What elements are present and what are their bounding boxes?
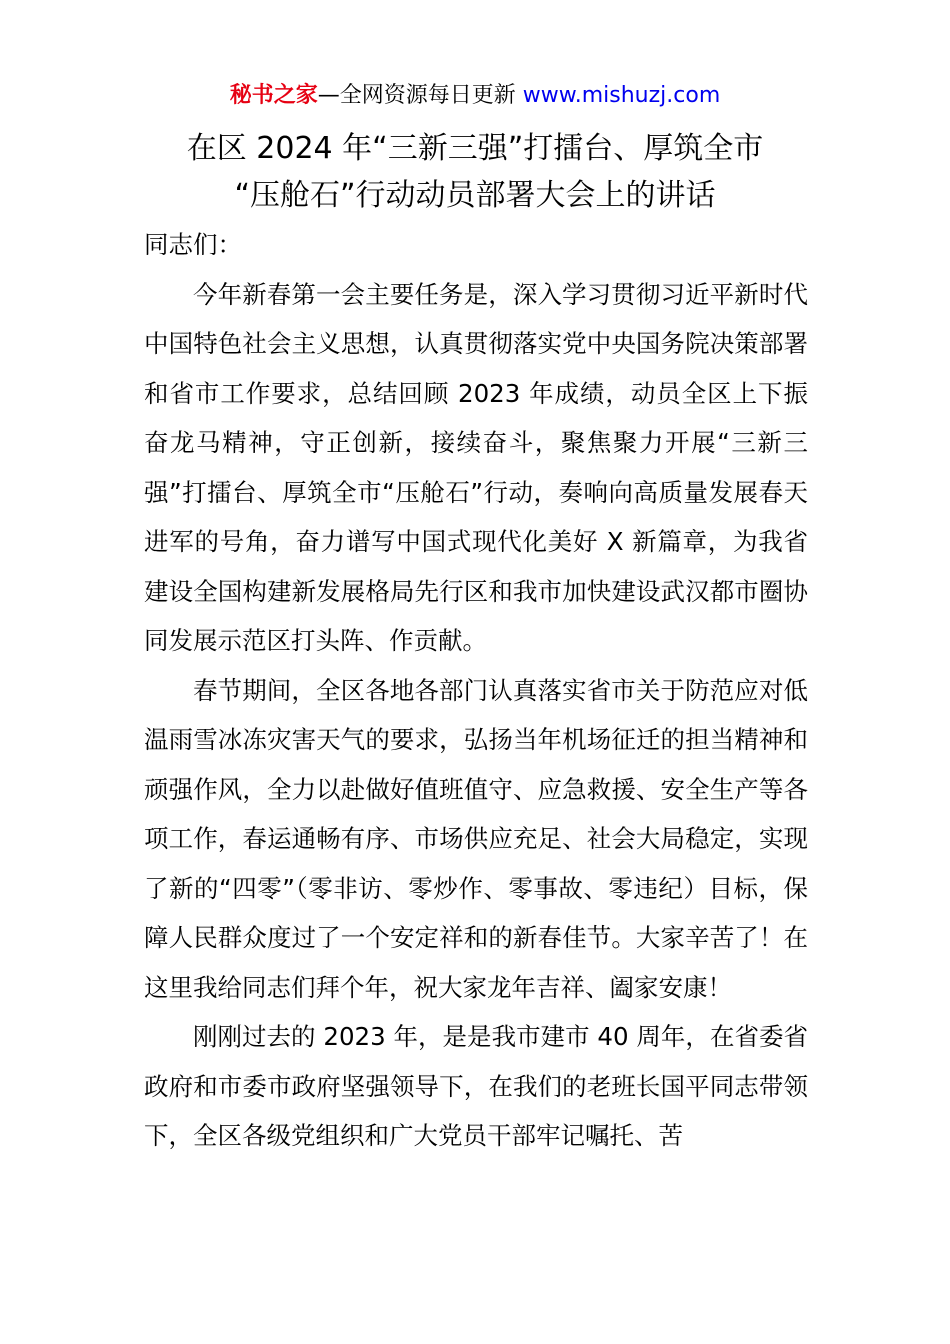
paragraph: 今年新春第一会主要任务是，深入学习贯彻习近平新时代中国特色社会主义思想，认真贯彻落实党中央国务院决策部署和省市工作要求，总结回顾 2023 年成绩，动员全区上下振奋龙马精神，守正创新，接续奋斗，聚焦聚力开展“三新三强”打擂台、厚筑全市“压舱石”行动，奏响向高质量发展春天进军的号角，奋力谱写中国式现代化美好 X 新篇章，为我省建设全国构建新发展格局先行区和我市加快建设武汉都市圈协同发展示范区打头阵、作贡献。 [144, 279, 808, 655]
salutation: 同志们： [144, 230, 242, 259]
brand-name: 秘书之家 [229, 83, 318, 108]
paragraph: 刚刚过去的 2023 年，是是我市建市 40 周年，在省委省政府和市委市政府坚强领导下，在我们的老班长国平同志带领下，全区各级党组织和广大党员干部牢记嘱托、苦 [144, 1022, 808, 1150]
website-link[interactable]: www.mishuzj.com [522, 83, 721, 108]
header-tagline: —全网资源每日更新 [317, 83, 523, 108]
site-header [0, 80, 950, 112]
document-title-line-2: “压舱石”行动动员部署大会上的讲话 [234, 178, 716, 213]
document-title-line-1: 在区 2024 年“三新三强”打擂台、厚筑全市 [186, 131, 764, 166]
paragraph: 春节期间，全区各地各部门认真落实省市关于防范应对低温雨雪冰冻灾害天气的要求，弘扬当年机场征迁的担当精神和顽强作风，全力以赴做好值班值守、应急救援、安全生产等各项工作，春运通畅有序、市场供应充足、社会大局稳定，实现了新的“四零”（零非访、零炒作、零事故、零违纪）目标，保障人民群众度过了一个安定祥和的新春佳节。大家辛苦了！在这里我给同志们拜个年，祝大家龙年吉祥、阖家安康！ [144, 675, 808, 1002]
document-body [144, 220, 808, 1161]
